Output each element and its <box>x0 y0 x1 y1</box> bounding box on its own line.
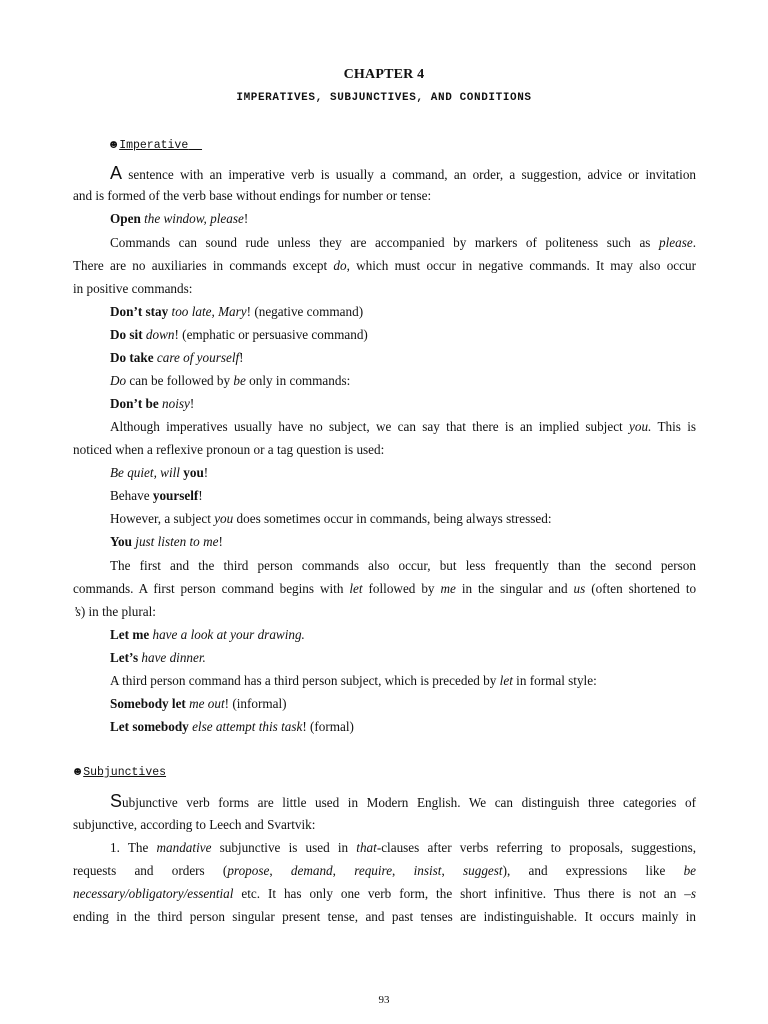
paragraph-line: and is formed of the verb base without endings for number or tense: <box>73 188 432 203</box>
paragraph-line <box>73 579 696 599</box>
example-text: else attempt this task <box>192 719 303 734</box>
text-comma: , <box>441 863 445 878</box>
example-emphasis: Let’s <box>110 650 139 665</box>
text-italic: that <box>356 840 377 855</box>
text-italic: demand <box>290 863 333 878</box>
paragraph-line <box>110 509 696 529</box>
section-heading-subjunctives <box>74 765 166 779</box>
example-emphasis: You <box>110 534 132 549</box>
example-emphasis: Don’t stay <box>110 304 169 319</box>
text-italic: let <box>349 581 363 596</box>
text-italic: propose <box>227 863 270 878</box>
text-run: -clauses after verbs referring to proposals, suggestions, <box>376 840 697 855</box>
chapter-title: CHAPTER 4 <box>343 67 425 82</box>
text-run: only in commands: <box>249 373 351 388</box>
text-run: (often shortened to <box>591 581 697 596</box>
example-line <box>110 648 696 668</box>
example-note: ! (formal) <box>302 719 354 734</box>
example-text: have dinner. <box>141 650 206 665</box>
text-italic: let <box>499 673 513 688</box>
example-emphasis: Let somebody <box>110 719 189 734</box>
paragraph-line <box>110 371 696 391</box>
text-italic: suggest <box>463 863 503 878</box>
text-run: 1. The <box>110 840 149 855</box>
paragraph-line <box>73 861 696 881</box>
page-number: 93 <box>378 994 390 1006</box>
text-run: in formal style: <box>516 673 597 688</box>
example-note: ! (informal) <box>224 696 287 711</box>
text-italic: me <box>440 581 456 596</box>
paragraph-line <box>73 884 696 904</box>
text-comma: , <box>332 863 336 878</box>
example-line <box>110 694 696 714</box>
example-line <box>110 486 696 506</box>
paragraph-line <box>110 791 696 813</box>
text-italic: require <box>354 863 393 878</box>
example-text: noisy <box>162 396 190 411</box>
example-emphasis: yourself <box>152 488 199 503</box>
text-run: ), and expressions like <box>502 863 666 878</box>
example-emphasis: Do sit <box>110 327 143 342</box>
example-line <box>110 717 696 737</box>
text-run: There are no auxiliaries in commands except <box>73 258 328 273</box>
example-punct: ! <box>239 350 244 365</box>
paragraph-line: in positive commands: <box>73 281 193 296</box>
text-run: However, a subject <box>110 511 211 526</box>
text-comma: , <box>269 863 273 878</box>
example-emphasis: Don’t be <box>110 396 159 411</box>
paragraph-line <box>110 671 696 691</box>
text-italic: mandative <box>156 840 212 855</box>
example-line <box>110 463 696 483</box>
example-note: ! (negative command) <box>246 304 364 319</box>
example-text: Be quiet, will <box>110 465 180 480</box>
text-italic: you. <box>629 419 652 434</box>
text-run: Although imperatives usually have no subject, we can say that there is an implied subject <box>110 419 623 434</box>
text-run: in the singular and <box>461 581 568 596</box>
example-punct: ! <box>189 396 195 411</box>
text-run: commands. A first person command begins with <box>73 581 344 596</box>
example-line <box>110 348 696 368</box>
section-heading-subjunctives-label: Subjunctives <box>83 766 167 779</box>
text-run: Commands can sound rude unless they are accompanied by markers of politeness such as <box>110 235 651 250</box>
paragraph-line <box>110 163 696 185</box>
text-italic: do <box>333 258 347 273</box>
example-line <box>110 625 696 645</box>
example-emphasis: Open <box>110 211 141 226</box>
text-italic: necessary/obligatory/essential <box>73 886 234 901</box>
example-text: Behave <box>110 488 150 503</box>
paragraph-line: ending in the third person singular present tense, and past tenses are indistinguishable. It occurs mainly in <box>73 909 696 924</box>
drop-capital: S <box>110 791 123 811</box>
example-line <box>110 394 696 414</box>
text-run: followed by <box>368 581 435 596</box>
example-text: too late, Mary <box>171 304 247 319</box>
paragraph-line: The first and the third person commands also occur, but less frequently than the second person <box>110 558 696 573</box>
text-italic: us <box>573 581 586 596</box>
smiley-bullet-icon: ☻ <box>110 138 118 152</box>
example-emphasis: Do take <box>110 350 154 365</box>
chapter-subtitle: IMPERATIVES, SUBJUNCTIVES, AND CONDITIONS <box>236 92 532 104</box>
example-text: just listen to me <box>135 534 219 549</box>
paragraph-line <box>110 838 696 858</box>
example-note: ! (emphatic or persuasive command) <box>174 327 368 342</box>
text-run: can be followed by <box>129 373 231 388</box>
section-heading-imperative-label: Imperative <box>119 139 189 152</box>
paragraph-line <box>110 417 696 437</box>
section-heading-imperative <box>110 138 202 152</box>
paragraph-line: Commands can sound rude unless they are accompanied by markers of politeness such as please. <box>110 235 697 250</box>
text-run: requests and orders ( <box>73 863 228 878</box>
example-line <box>110 209 696 229</box>
text-comma: , <box>392 863 396 878</box>
text-italic: you <box>214 511 234 526</box>
text-run: does sometimes occur in commands, being always stressed: <box>236 511 552 526</box>
text-italic: be <box>233 373 246 388</box>
text-run: A third person command has a third person subject, which is preceded by <box>110 673 497 688</box>
example-text: me out <box>189 696 225 711</box>
example-text: down <box>145 327 175 342</box>
text-italic: Do <box>110 373 127 388</box>
example-line <box>110 325 696 345</box>
text-run: This is <box>657 419 696 434</box>
text-run: ubjunctive verb forms are little used in Modern English. We can distinguish three categories of <box>122 795 696 810</box>
paragraph-line: noticed when a reflexive pronoun or a tag question is used: <box>73 442 385 457</box>
text-run: etc. It has only one verb form, the short infinitive. Thus there is not an – <box>241 886 691 901</box>
example-punct: ! <box>243 211 249 226</box>
text-italic: ’s <box>73 604 81 619</box>
paragraph-line: subjunctive, according to Leech and Svartvik: <box>73 817 316 832</box>
example-text: the window, please <box>144 211 244 226</box>
example-line <box>110 302 696 322</box>
text-italic: s <box>690 886 696 901</box>
example-line <box>110 532 696 552</box>
example-text: have a look at your drawing. <box>152 627 305 642</box>
paragraph-line <box>73 256 696 276</box>
paragraph-line <box>73 602 696 622</box>
example-emphasis: Let me <box>110 627 150 642</box>
text-run: , which must occur in negative commands. It may also occur <box>346 258 696 273</box>
example-punct: ! <box>203 465 209 480</box>
drop-capital: A <box>110 163 123 183</box>
example-punct: ! <box>218 534 223 549</box>
text-italic: insist <box>413 863 442 878</box>
text-run: sentence with an imperative verb is usually a command, an order, a suggestion, advice or invitation <box>128 167 697 182</box>
example-punct: ! <box>198 488 203 503</box>
example-emphasis: you <box>183 465 204 480</box>
example-text: care of yourself <box>156 350 240 365</box>
text-italic: please <box>659 235 693 250</box>
text-italic: be <box>683 863 697 878</box>
smiley-bullet-icon: ☻ <box>74 765 82 779</box>
text-run: ) in the plural: <box>80 604 156 619</box>
text-run: subjunctive is used in <box>219 840 349 855</box>
example-emphasis: Somebody let <box>110 696 186 711</box>
